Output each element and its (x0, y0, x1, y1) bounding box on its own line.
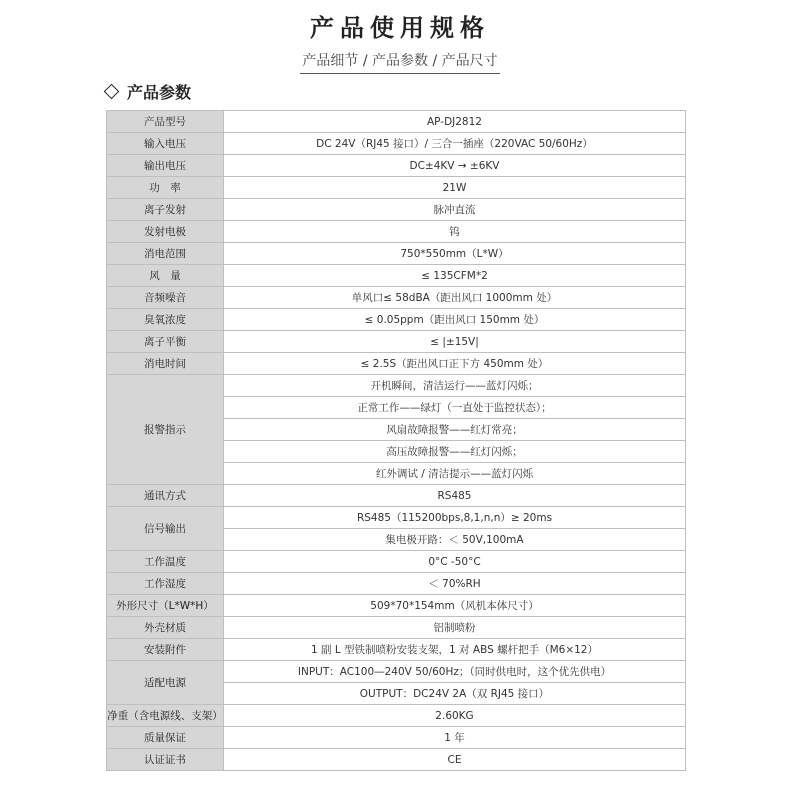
table-row (107, 573, 686, 595)
spec-value: 21W (224, 177, 686, 199)
sub-navigation (0, 50, 800, 74)
spec-label: 音频噪音 (107, 287, 224, 309)
spec-value: DC±4KV → ±6KV (224, 155, 686, 177)
section-title: 产品参数 (127, 83, 192, 102)
table-row (107, 727, 686, 749)
spec-label: 消电时间 (107, 353, 224, 375)
spec-value: OUTPUT：DC24V 2A（双 RJ45 接口） (224, 683, 686, 705)
table-row (107, 287, 686, 309)
spec-value: CE (224, 749, 686, 771)
spec-value: ＜ 70%RH (224, 573, 686, 595)
spec-label: 信号输出 (107, 507, 224, 551)
table-row (107, 705, 686, 727)
spec-value: ≤ 2.5S（距出风口正下方 450mm 处） (224, 353, 686, 375)
table-row (107, 331, 686, 353)
spec-value: 单风口≤ 58dBA（距出风口 1000mm 处） (224, 287, 686, 309)
spec-label: 净重（含电源线、支架） (107, 705, 224, 727)
spec-label: 外形尺寸（L*W*H） (107, 595, 224, 617)
spec-value: INPUT：AC100—240V 50/60Hz；（同时供电时，这个优先供电） (224, 661, 686, 683)
table-row (107, 133, 686, 155)
spec-label: 质量保证 (107, 727, 224, 749)
spec-label: 外壳材质 (107, 617, 224, 639)
table-row (107, 639, 686, 661)
table-row (107, 507, 686, 529)
table-row (107, 111, 686, 133)
spec-value: ≤ |±15V| (224, 331, 686, 353)
spec-value: AP-DJ2812 (224, 111, 686, 133)
spec-label: 离子平衡 (107, 331, 224, 353)
spec-value: RS485（115200bps,8,1,n,n）≥ 20ms (224, 507, 686, 529)
spec-value: 红外调试 / 清洁提示——蓝灯闪烁 (224, 463, 686, 485)
table-row (107, 309, 686, 331)
table-row (107, 551, 686, 573)
table-row (107, 375, 686, 397)
table-row (107, 243, 686, 265)
table-row (107, 617, 686, 639)
subnav-text[interactable]: 产品细节 / 产品参数 / 产品尺寸 (300, 50, 499, 74)
spec-value: 脉冲直流 (224, 199, 686, 221)
spec-label: 发射电极 (107, 221, 224, 243)
table-row (107, 221, 686, 243)
spec-label: 功 率 (107, 177, 224, 199)
spec-value: DC 24V（RJ45 接口）/ 三合一插座（220VAC 50/60Hz） (224, 133, 686, 155)
table-row (107, 485, 686, 507)
spec-label: 消电范围 (107, 243, 224, 265)
spec-value: 509*70*154mm（风机本体尺寸） (224, 595, 686, 617)
spec-table (106, 110, 686, 771)
spec-value: 2.60KG (224, 705, 686, 727)
spec-label: 风 量 (107, 265, 224, 287)
spec-value: 750*550mm（L*W） (224, 243, 686, 265)
table-row (107, 265, 686, 287)
table-row (107, 199, 686, 221)
spec-label: 臭氧浓度 (107, 309, 224, 331)
table-row (107, 155, 686, 177)
spec-value: 0°C -50°C (224, 551, 686, 573)
spec-label: 安装附件 (107, 639, 224, 661)
spec-label: 产品型号 (107, 111, 224, 133)
spec-label: 离子发射 (107, 199, 224, 221)
spec-label: 工作温度 (107, 551, 224, 573)
table-row (107, 595, 686, 617)
spec-value: 1 副 L 型铁制喷粉安装支架，1 对 ABS 螺杆把手（M6×12） (224, 639, 686, 661)
diamond-icon (104, 84, 120, 100)
spec-value: ≤ 0.05ppm（距出风口 150mm 处） (224, 309, 686, 331)
spec-value: 风扇故障报警——红灯常亮； (224, 419, 686, 441)
spec-label: 输入电压 (107, 133, 224, 155)
spec-value: 正常工作——绿灯（一直处于监控状态）； (224, 397, 686, 419)
spec-value: 集电极开路：＜ 50V,100mA (224, 529, 686, 551)
page-title: 产品使用规格 (310, 14, 490, 42)
spec-label: 报警指示 (107, 375, 224, 485)
spec-label: 输出电压 (107, 155, 224, 177)
spec-label: 认证证书 (107, 749, 224, 771)
spec-value: 开机瞬间，清洁运行——蓝灯闪烁； (224, 375, 686, 397)
spec-value: 高压故障报警——红灯闪烁； (224, 441, 686, 463)
table-row (107, 353, 686, 375)
table-row (107, 661, 686, 683)
section-heading (106, 80, 191, 103)
spec-label: 通讯方式 (107, 485, 224, 507)
spec-value: 钨 (224, 221, 686, 243)
table-row (107, 749, 686, 771)
spec-value: ≤ 135CFM*2 (224, 265, 686, 287)
table-row (107, 177, 686, 199)
spec-label: 适配电源 (107, 661, 224, 705)
spec-value: 1 年 (224, 727, 686, 749)
spec-value: RS485 (224, 485, 686, 507)
spec-label: 工作湿度 (107, 573, 224, 595)
spec-value: 铝制喷粉 (224, 617, 686, 639)
